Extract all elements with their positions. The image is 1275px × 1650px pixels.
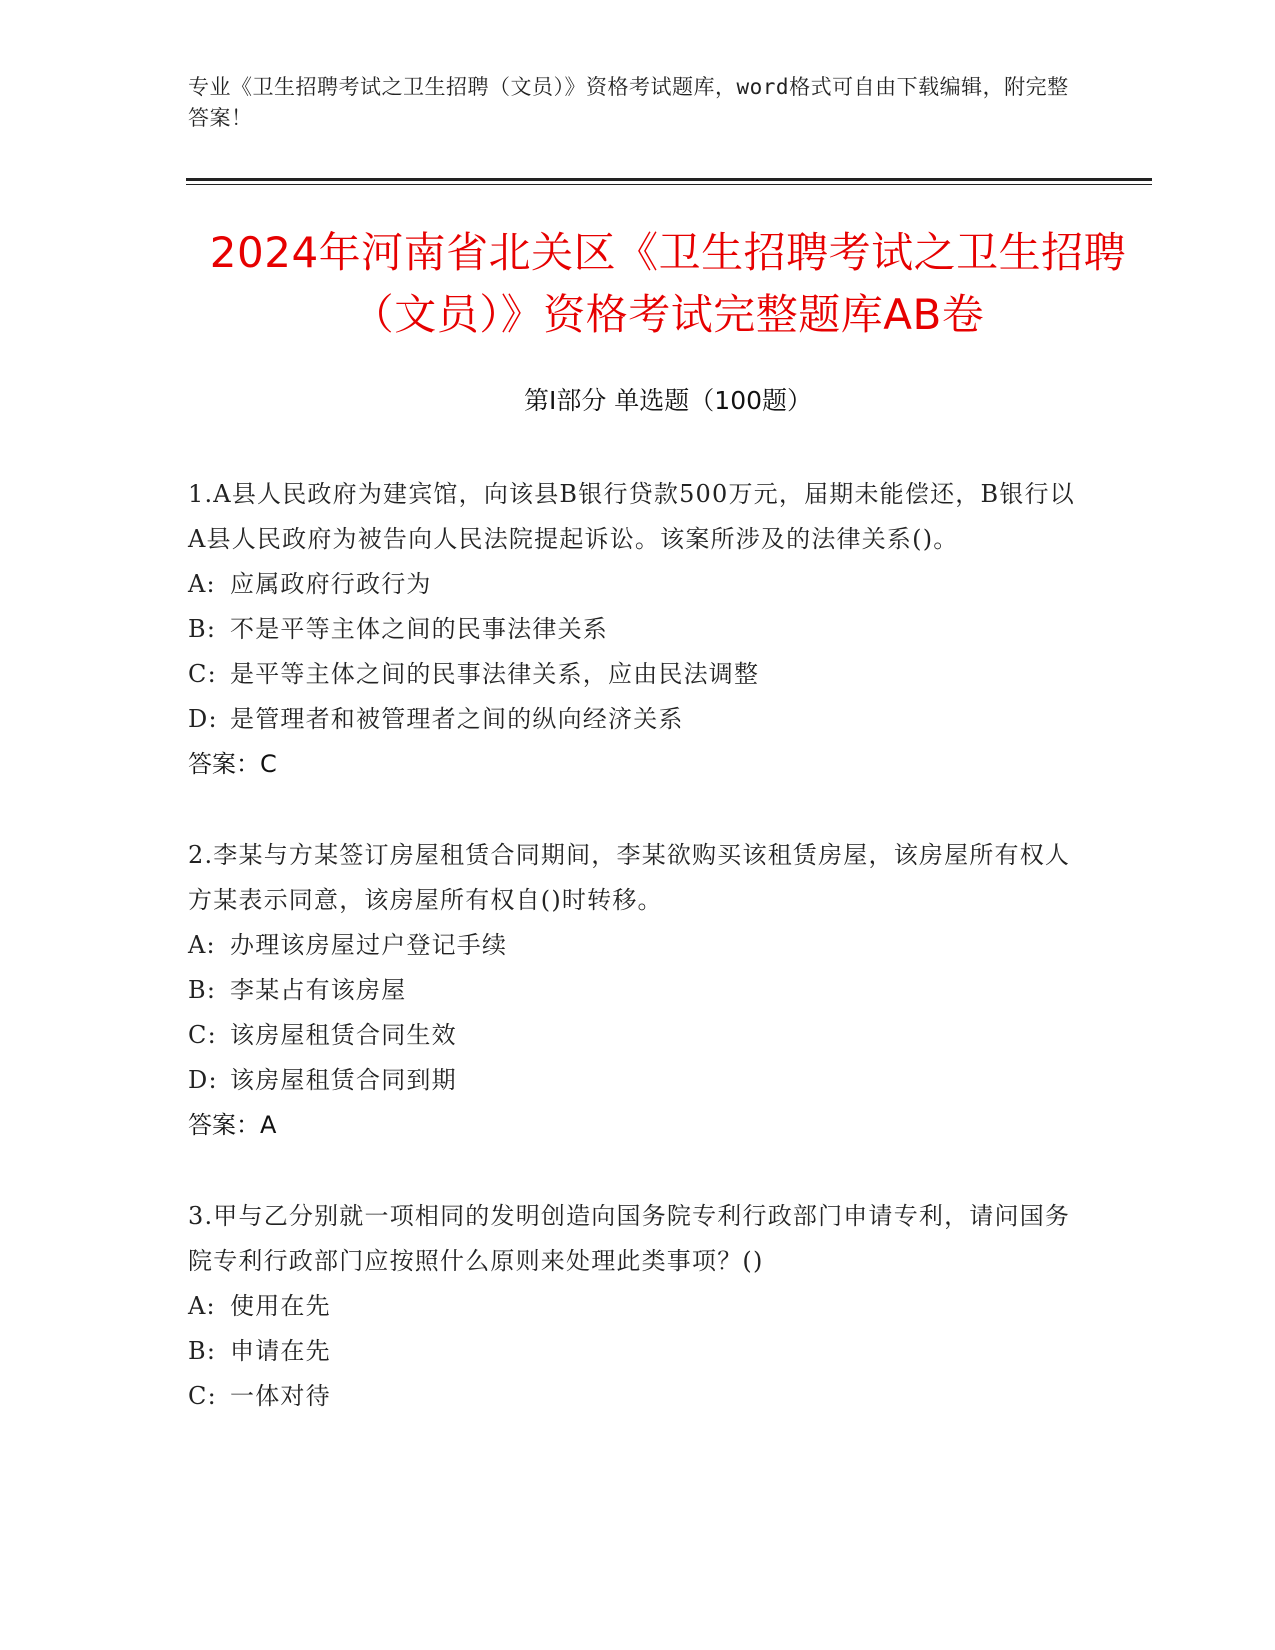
option-key: B: — [188, 1337, 217, 1365]
question-3 — [188, 1194, 1088, 1419]
answer-line — [188, 742, 1088, 787]
document-title: 2024年河南省北关区《卫生招聘考试之卫生招聘（文员）》资格考试完整题库AB卷 — [209, 228, 1127, 339]
option-a — [188, 923, 1088, 968]
option-key: A: — [188, 931, 216, 959]
option-a — [188, 1284, 1088, 1329]
option-b — [188, 968, 1088, 1013]
answer-line — [188, 1103, 1088, 1148]
option-text: 该房屋租赁合同生效 — [230, 1021, 457, 1049]
option-key: C: — [188, 1021, 217, 1049]
option-key: D: — [188, 1066, 218, 1094]
option-text: 李某占有该房屋 — [230, 976, 407, 1004]
header-divider-thin — [186, 184, 1152, 185]
option-b — [188, 1329, 1088, 1374]
option-key: A: — [188, 570, 216, 598]
option-key: B: — [188, 976, 217, 1004]
option-text: 一体对待 — [230, 1382, 331, 1410]
option-text: 是平等主体之间的民事法律关系，应由民法调整 — [230, 660, 760, 688]
question-2 — [188, 833, 1088, 1148]
option-key: B: — [188, 615, 217, 643]
answer-value: C — [260, 750, 277, 778]
option-key: C: — [188, 660, 217, 688]
section-heading: 第I部分 单选题（100题） — [523, 386, 813, 415]
option-text: 办理该房屋过户登记手续 — [230, 931, 508, 959]
option-text: 申请在先 — [230, 1337, 331, 1365]
answer-label: 答案： — [188, 1111, 260, 1139]
answer-value: A — [260, 1111, 277, 1139]
option-key: A: — [188, 1292, 216, 1320]
option-text: 是管理者和被管理者之间的纵向经济关系 — [230, 705, 684, 733]
question-stem: 2.李某与方某签订房屋租赁合同期间，李某欲购买该租赁房屋，该房屋所有权人方某表示同意，该房屋所有权自()时转移。 — [188, 841, 1071, 914]
header-divider-thick — [186, 178, 1152, 181]
question-list — [188, 472, 1088, 1465]
option-key: D: — [188, 705, 218, 733]
option-a — [188, 562, 1088, 607]
option-d — [188, 697, 1088, 742]
option-text: 不是平等主体之间的民事法律关系 — [230, 615, 608, 643]
option-c — [188, 1013, 1088, 1058]
question-1 — [188, 472, 1088, 787]
question-stem: 3.甲与乙分别就一项相同的发明创造向国务院专利行政部门申请专利，请问国务院专利行政部门应按照什么原则来处理此类事项？() — [188, 1202, 1071, 1275]
question-stem: 1.A县人民政府为建宾馆，向该县B银行贷款500万元，届期未能偿还，B银行以A县人民政府为被告向人民法院提起诉讼。该案所涉及的法律关系()。 — [188, 480, 1075, 553]
option-d — [188, 1058, 1088, 1103]
option-text: 使用在先 — [230, 1292, 331, 1320]
option-text: 应属政府行政行为 — [230, 570, 432, 598]
answer-label: 答案： — [188, 750, 260, 778]
option-key: C: — [188, 1382, 217, 1410]
option-c — [188, 1374, 1088, 1419]
option-b — [188, 607, 1088, 652]
option-text: 该房屋租赁合同到期 — [230, 1066, 457, 1094]
option-c — [188, 652, 1088, 697]
header-note: 专业《卫生招聘考试之卫生招聘（文员）》资格考试题库，word格式可自由下载编辑，附完整答案！ — [188, 75, 1069, 130]
